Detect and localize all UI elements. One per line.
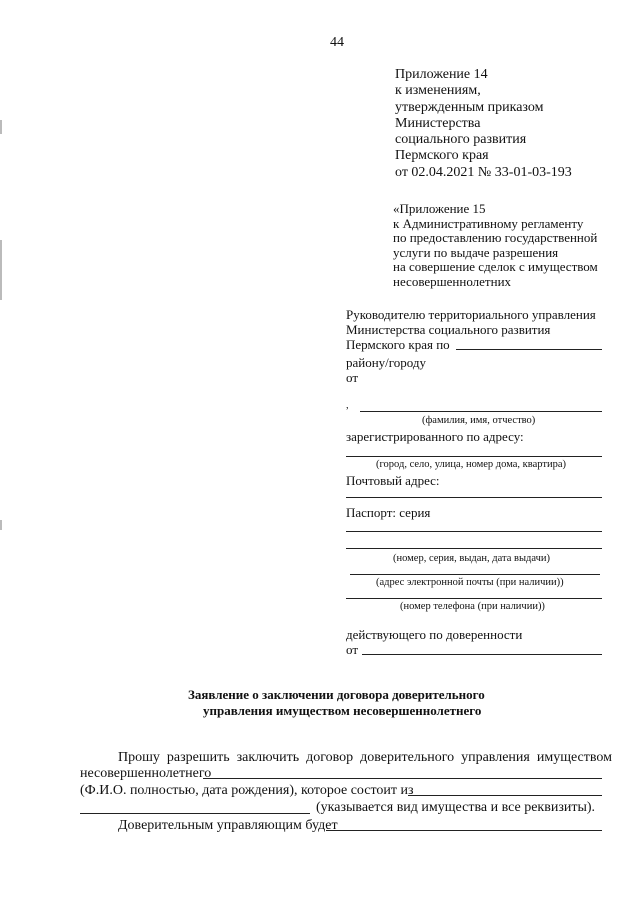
- registered-label: зарегистрированного по адресу:: [346, 429, 524, 444]
- appendix14-line: социального развития: [395, 132, 527, 148]
- postal-label: Почтовый адрес:: [346, 473, 440, 488]
- addressee-line4: району/городу: [346, 355, 427, 370]
- phone-caption: (номер телефона (при наличии)): [400, 601, 545, 612]
- scan-edge-mark: [0, 520, 2, 530]
- address-field-line[interactable]: [346, 456, 602, 457]
- postal-field-line[interactable]: [346, 497, 602, 498]
- email-caption: (адрес электронной почты (при наличии)): [376, 577, 564, 588]
- appendix14-line: Пермского края: [395, 148, 489, 164]
- minor-fio-field-line[interactable]: [203, 778, 602, 779]
- property-field-line[interactable]: [408, 795, 602, 796]
- body-paragraph2: Доверительным управляющим будет: [118, 818, 338, 833]
- fio-field-line[interactable]: [360, 411, 602, 412]
- body-specify-text: (указывается вид имущества и все реквизиты).: [316, 800, 596, 815]
- addressee-line2: Министерства социального развития: [346, 322, 551, 337]
- passport-field-line-1[interactable]: [346, 531, 602, 532]
- body-fio-text: (Ф.И.О. полностью, дата рождения), которое состоит из: [80, 783, 414, 798]
- appendix15-block: [393, 202, 598, 290]
- passport-label: Паспорт: серия: [346, 505, 431, 520]
- phone-field-line[interactable]: [346, 598, 602, 599]
- document-title-line2: управления имуществом несовершеннолетнего: [203, 703, 482, 718]
- appendix14-line: утвержденным приказом: [395, 99, 544, 115]
- proxy-from-label: от: [346, 642, 359, 657]
- appendix14-line: от 02.04.2021 № 33-01-03-193: [395, 164, 572, 180]
- body-paragraph1-start: Прошу разрешить заключить договор доверительного управления имуществом: [118, 750, 612, 765]
- addressee-line1: Руководителю территориального управления: [346, 307, 596, 322]
- trustee-field-line[interactable]: [326, 830, 602, 831]
- addressee-line3: Пермского края по: [346, 337, 450, 352]
- appendix15-line: услуги по выдаче разрешения: [393, 244, 559, 260]
- address-caption: (город, село, улица, номер дома, квартира): [376, 459, 566, 470]
- appendix15-line: на совершение сделок с имуществом: [393, 259, 598, 275]
- from-label: от: [346, 370, 359, 385]
- appendix14-line: Министерства: [395, 115, 481, 131]
- passport-field-line-2[interactable]: [346, 548, 602, 549]
- document-title-line1: Заявление о заключении договора доверительного: [188, 687, 485, 702]
- appendix14-line: Приложение 14: [395, 67, 488, 82]
- appendix15-line: «Приложение 15: [393, 201, 486, 216]
- fio-caption: (фамилия, имя, отчество): [422, 415, 536, 426]
- proxy-label: действующего по доверенности: [346, 627, 523, 642]
- appendix15-line: несовершеннолетних: [393, 273, 512, 289]
- appendix15-line: к Административному регламенту: [393, 215, 584, 231]
- email-field-line[interactable]: [350, 574, 600, 575]
- property-details-field-line[interactable]: [80, 813, 310, 814]
- appendix14-block: [395, 67, 572, 181]
- appendix15-line: по предоставлению государственной: [393, 230, 598, 246]
- scan-edge-mark: [0, 120, 2, 134]
- scan-edge-mark: [0, 240, 2, 300]
- page-number: 44: [330, 35, 344, 50]
- district-field-line[interactable]: [456, 349, 602, 350]
- passport-caption: (номер, серия, выдан, дата выдачи): [393, 553, 550, 564]
- body-minor-label: несовершеннолетнего: [80, 766, 212, 781]
- comma-mark: ,: [346, 400, 349, 411]
- proxy-field-line[interactable]: [362, 654, 602, 655]
- appendix14-line: к изменениям,: [395, 83, 481, 99]
